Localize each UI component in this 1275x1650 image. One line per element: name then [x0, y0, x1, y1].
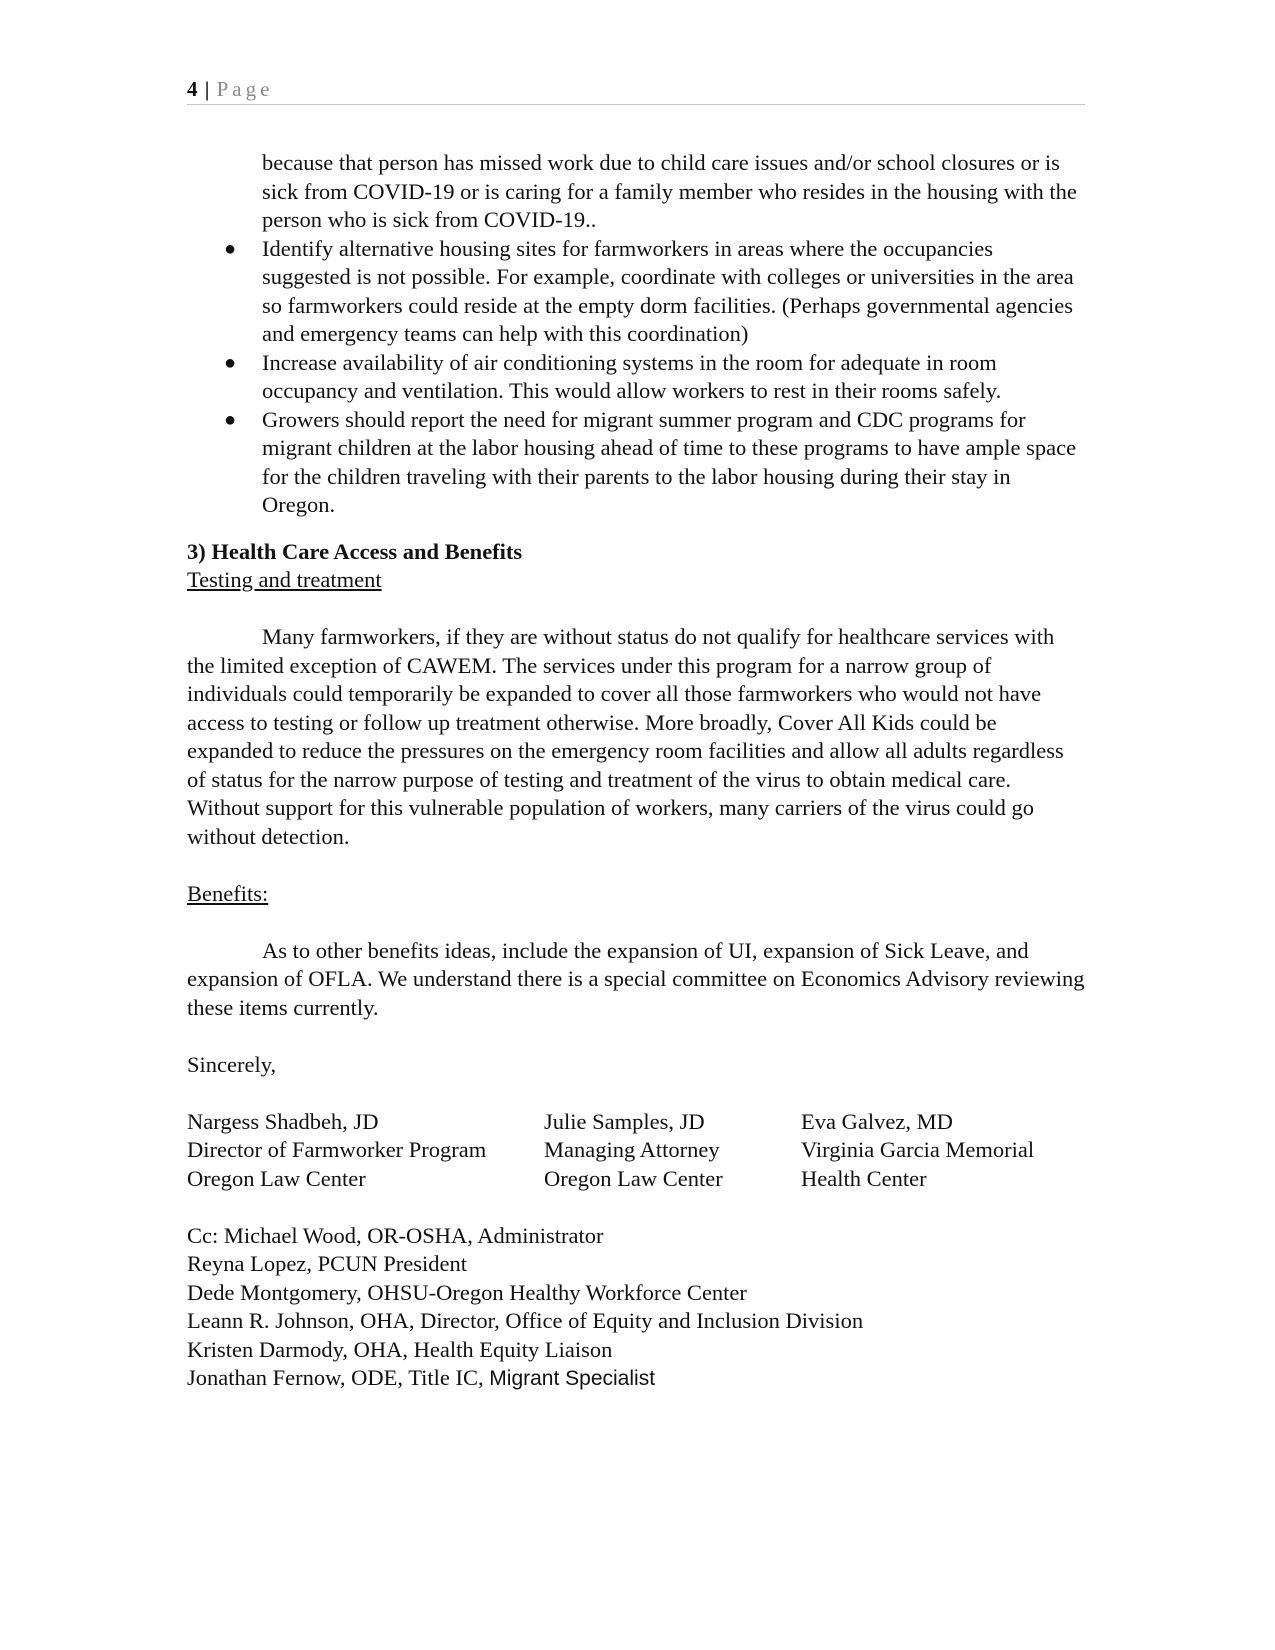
cc-line-suffix: Migrant Specialist	[489, 1367, 656, 1390]
section-heading: 3) Health Care Access and Benefits	[187, 538, 523, 564]
signatory	[187, 1108, 544, 1194]
bullet-item	[187, 349, 1087, 406]
bullet-text: Identify alternative housing sites for farmworkers in areas where the occupancies suggested is not possible. For example, coordinate with colleges or universities in the area so farmworkers could reside at the empty dorm facilities. (Perhaps governmental agencies and emergency teams can help with this coordination)	[262, 235, 1074, 346]
bullet-list	[187, 235, 1087, 520]
signatory-title: Managing Attorney	[544, 1137, 720, 1162]
page-number: 4	[187, 77, 198, 101]
bullet-text: Increase availability of air conditioning systems in the room for adequate in room occupancy and ventilation. This would allow workers to rest in their rooms safely.	[262, 349, 1002, 403]
signatory-title: Director of Farmworker Program	[187, 1137, 487, 1162]
testing-paragraph: Many farmworkers, if they are without status do not qualify for healthcare services with the limited exception of CAWEM. The services under this program for a narrow group of individuals could temporarily be expanded to cover all those farmworkers who would not have access to testing or follow up treatment otherwise. More broadly, Cover All Kids could be expanded to reduce the pressures on the emergency room facilities and allow all adults regardless of status for the narrow purpose of testing and treatment of the virus to obtain medical care. Without support for this vulnerable population of workers, many carriers of the virus could go without detection.	[187, 624, 1064, 849]
page-label: Page	[216, 77, 274, 101]
signatory-org: Oregon Law Center	[187, 1165, 366, 1191]
signature-block	[187, 1108, 1087, 1194]
signatory	[544, 1108, 801, 1194]
testing-subheading: Testing and treatment	[187, 567, 382, 592]
bullet-item	[187, 235, 1087, 349]
signatory-org: Oregon Law Center	[544, 1165, 723, 1191]
page-header	[187, 74, 1085, 105]
benefits-paragraph: As to other benefits ideas, include the expansion of UI, expansion of Sick Leave, and expansion of OFLA. We understand there is a special committee on Economics Advisory reviewing these items currently.	[187, 937, 1085, 1020]
signatory	[801, 1108, 1091, 1194]
cc-list	[187, 1222, 1087, 1394]
cc-line: Kristen Darmody, OHA, Health Equity Liaison	[187, 1336, 613, 1362]
signatory-name: Eva Galvez, MD	[801, 1108, 953, 1134]
document-body	[187, 149, 1087, 1394]
cc-line-prefix: Jonathan Fernow, ODE, Title IC,	[187, 1365, 490, 1390]
cc-line	[187, 1364, 1087, 1394]
bullet-icon: ●	[224, 237, 237, 260]
bullet-icon: ●	[224, 408, 237, 431]
signatory-org: Health Center	[801, 1165, 927, 1191]
cc-line: Cc: Michael Wood, OR-OSHA, Administrator	[187, 1222, 604, 1248]
bullet-text: Growers should report the need for migrant summer program and CDC programs for migrant children at the labor housing ahead of time to these programs to have ample space for the children traveling with their parents to the labor housing during their stay in Oregon.	[262, 406, 1077, 517]
cc-line: Dede Montgomery, OHSU-Oregon Healthy Workforce Center	[187, 1279, 747, 1305]
header-separator: |	[204, 77, 210, 101]
bullet-item	[187, 406, 1087, 520]
closing: Sincerely,	[187, 1051, 277, 1077]
signatory-name: Julie Samples, JD	[544, 1108, 705, 1134]
bullet-icon: ●	[224, 351, 237, 374]
cc-line: Reyna Lopez, PCUN President	[187, 1251, 467, 1276]
signatory-title: Virginia Garcia Memorial	[801, 1137, 1035, 1162]
cc-line: Leann R. Johnson, OHA, Director, Office of Equity and Inclusion Division	[187, 1308, 864, 1333]
signatory-name: Nargess Shadbeh, JD	[187, 1108, 379, 1134]
continued-bullet-text: because that person has missed work due to child care issues and/or school closures or is sick from COVID-19 or is caring for a family member who resides in the housing with the person who is sick from COVID-19..	[262, 150, 1077, 232]
benefits-subheading: Benefits:	[187, 880, 269, 906]
